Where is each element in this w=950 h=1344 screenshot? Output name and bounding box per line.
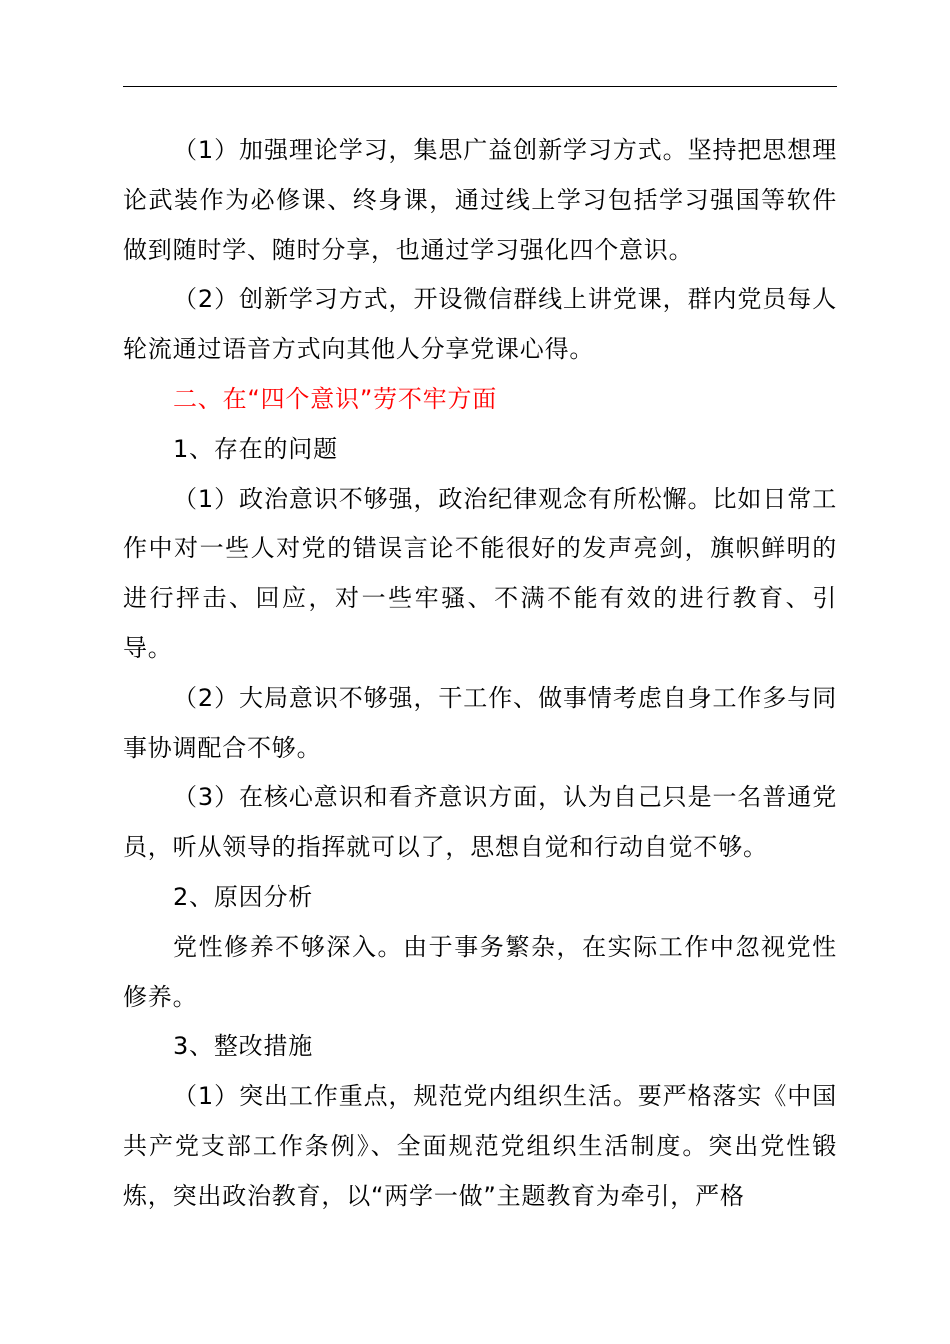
paragraph-political-consciousness: （1）政治意识不够强，政治纪律观念有所松懈。比如日常工作中对一些人对党的错误言论不能很好的发声亮剑，旗帜鲜明的进行抨击、回应，对一些牢骚、不满不能有效的进行教育、引导。: [123, 484, 837, 662]
document-body: [123, 126, 837, 1222]
subheading-cause-analysis: 2、原因分析: [173, 882, 314, 911]
paragraph-innovate-study: （2）创新学习方式，开设微信群线上讲党课，群内党员每人轮流通过语音方式向其他人分享党课心得。: [123, 285, 837, 364]
paragraph-party-cultivation: 党性修养不够深入。由于事务繁杂，在实际工作中忽视党性修养。: [123, 932, 837, 1011]
subheading-rectification: 3、整改措施: [173, 1032, 314, 1061]
paragraph-work-focus: （1）突出工作重点，规范党内组织生活。要严格落实《中国共产党支部工作条例》、全面规范党组织生活制度。突出党性锻炼，突出政治教育，以“两学一做”主题教育为牵引，严格: [123, 1082, 837, 1210]
paragraph-overall-consciousness: （2）大局意识不够强，干工作、做事情考虑自身工作多与同事协调配合不够。: [123, 683, 837, 762]
paragraph-theory-study: （1）加强理论学习，集思广益创新学习方式。坚持把思想理论武装作为必修课、终身课，通过线上学习包括学习强国等软件做到随时学、随时分享，也通过学习强化四个意识。: [123, 136, 837, 264]
section-heading-four-consciousness: 二、在“四个意识”劳不牢方面: [173, 384, 498, 413]
header-rule: [123, 86, 837, 87]
subheading-problems: 1、存在的问题: [173, 434, 338, 463]
paragraph-core-consciousness: （3）在核心意识和看齐意识方面，认为自己只是一名普通党员，听从领导的指挥就可以了，思想自觉和行动自觉不够。: [123, 783, 837, 862]
